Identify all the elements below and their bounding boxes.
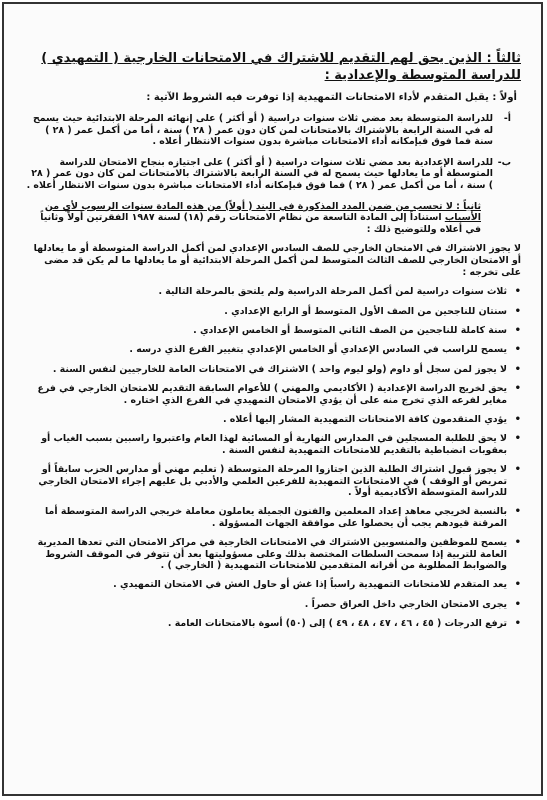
list-item: • ترفع الدرجات ( ٤٥ ، ٤٦ ، ٤٧ ، ٤٨ ، ٤٩ ) إلى (٥٠) أسوة بالامتحانات العامة . [24, 618, 521, 629]
second-clause-lead: ثانياً : لا تحسب من ضمن المدد المذكورة في البند ( أولاً) من هذه المادة سنوات الرسوب لأي من الأسباب [44, 200, 481, 224]
condition-b [24, 157, 521, 192]
list-item: • لا يجوز لمن سجل أو داوم (ولو ليوم واحد ) الاشتراك في الامتحانات العامة للخارجيين لنفس السنة . [24, 364, 521, 375]
list-item: • لا يجوز قبول اشتراك الطلبة الذين اجتازوا المرحلة المتوسطة ( تعليم مهني أو مدارس الحزب سابقاً أو تمريض أو الوقف ) في الامتحانات التمهيدية للفرعين العلمي والأدبي بل عليهم إجراء الامتحان الخارجي للدراسة المتوسطة الأكاديمية أولاً . [24, 464, 521, 498]
second-clause [24, 201, 521, 236]
list-item: • سنة كاملة للناجحين من الصف الثاني المتوسط أو الخامس الإعدادي . [24, 325, 521, 336]
list-item: • يعد المتقدم للامتحانات التمهيدية راسباً إذا غش أو حاول الغش في الامتحان التمهيدي . [24, 579, 521, 590]
list-item: • يحق لخريج الدراسة الإعدادية ( الأكاديمي والمهني ) للأعوام السابقة التقديم للامتحان الخارجي في فرع مغاير لفرعه الذي تخرج منه على أن يؤدي الامتحان التمهيدي في الفرع الذي اختاره . [24, 383, 521, 406]
condition-a-marker: أ- [503, 113, 511, 124]
list-item: • يسمح للموظفين والمنسوبين الاشتراك في الامتحانات الخارجية في مراكز الامتحان التي تعدها المديرية العامة للتربية إذا سمحت السلطات المختصة بذلك وعلى مسؤوليتها بعد أن تتوفر في الموقف الشروط والضوابط المطلوبة من أقرانه المتقدمين للامتحانات التمهيدية ( الخارجي ) . [24, 537, 521, 571]
document-body [24, 50, 521, 638]
rules-list [24, 286, 521, 630]
condition-a [24, 113, 521, 148]
rule-paragraph: لا يجوز الاشتراك في الامتحان الخارجي للصف السادس الإعدادي لمن أكمل الدراسة المتوسطة أو ما يعادلها أو الامتحان الخارجي للصف الثالث المتوسط لمن أكمل المرحلة الابتدائية أو ما يعادلها ما لم يكن قد مضى على تخرجه : [33, 243, 521, 278]
list-item: • يسمح للراسب في السادس الإعدادي أو الخامس الإعدادي بتغيير الفرع الذي درسه . [24, 344, 521, 355]
list-item: • لا يحق للطلبة المسجلين في المدارس النهارية أو المسائية لهذا العام واعتبروا راسبين بسبب الغياب أو بعقوبات انضباطية بالتقديم للامتحانات التمهيدية لنفس السنة . [24, 433, 521, 456]
list-item: • ثلاث سنوات دراسية لمن أكمل المرحلة الدراسية ولم يلتحق بالمرحلة التالية . [24, 286, 521, 297]
list-item: • بالنسبة لخريجي معاهد إعداد المعلمين والفنون الجميلة يعاملون معاملة خريجي الدراسة المتوسطة أما المرقنة قيودهم يجب أن يحصلوا على موافقة الجهات المسؤولة . [24, 506, 521, 529]
section-heading: ثالثاً : الذين يحق لهم التقديم للاشتراك في الامتحانات الخارجية ( التمهيدي ) للدراسة المتوسطة والإعدادية : [41, 51, 521, 83]
conditions-intro: أولاً : يقبل المتقدم لأداء الامتحانات التمهيدية إذا توفرت فيه الشروط الآتية : [146, 92, 517, 103]
list-item: • يجرى الامتحان الخارجي داخل العراق حصراً . [24, 599, 521, 610]
condition-a-text: للدراسة المتوسطة بعد مضي ثلاث سنوات دراسية ( أو أكثر ) على إنهائه المرحلة الابتدائية حيث يسمح له في السنة الرابعة بالاشتراك بالامتحانات لمن كان دون عمر ( ٢٨ ) سنة ، أما من أكمل عمر ( ٢٨ ) سنة فما فوق فبإمكانه أداء الامتحانات مباشرة بدون سنوات الانتظار أعلاه . [32, 113, 493, 148]
condition-b-text: للدراسة الإعدادية بعد مضي ثلاث سنوات دراسية ( أو أكثر ) على اجتيازه بنجاح الامتحان للدراسة المتوسطة أو ما يعادلها حيث يسمح له في السنة الرابعة بالاشتراك بالامتحانات لمن كان دون عمر ( ٢٨ ) سنة ، أما من أكمل عمر ( ٢٨ ) فما فوق فبإمكانه أداء الامتحانات مباشرة بدون سنوات الانتظار أعلاه . [26, 156, 493, 191]
list-item: • يؤدي المتقدمون كافة الامتحانات التمهيدية المشار إليها أعلاه . [24, 414, 521, 425]
condition-b-marker: ب- [497, 156, 511, 168]
second-clause-rest: استناداً إلى المادة التاسعة من نظام الامتحانات رقم (١٨) لسنة ١٩٨٧ الفقرتين أولاً وثانياً في أعلاه وللتوضيح ذلك : [40, 212, 481, 235]
list-item: • سنتان للناجحين من الصف الأول المتوسط أو الرابع الإعدادي . [24, 306, 521, 317]
